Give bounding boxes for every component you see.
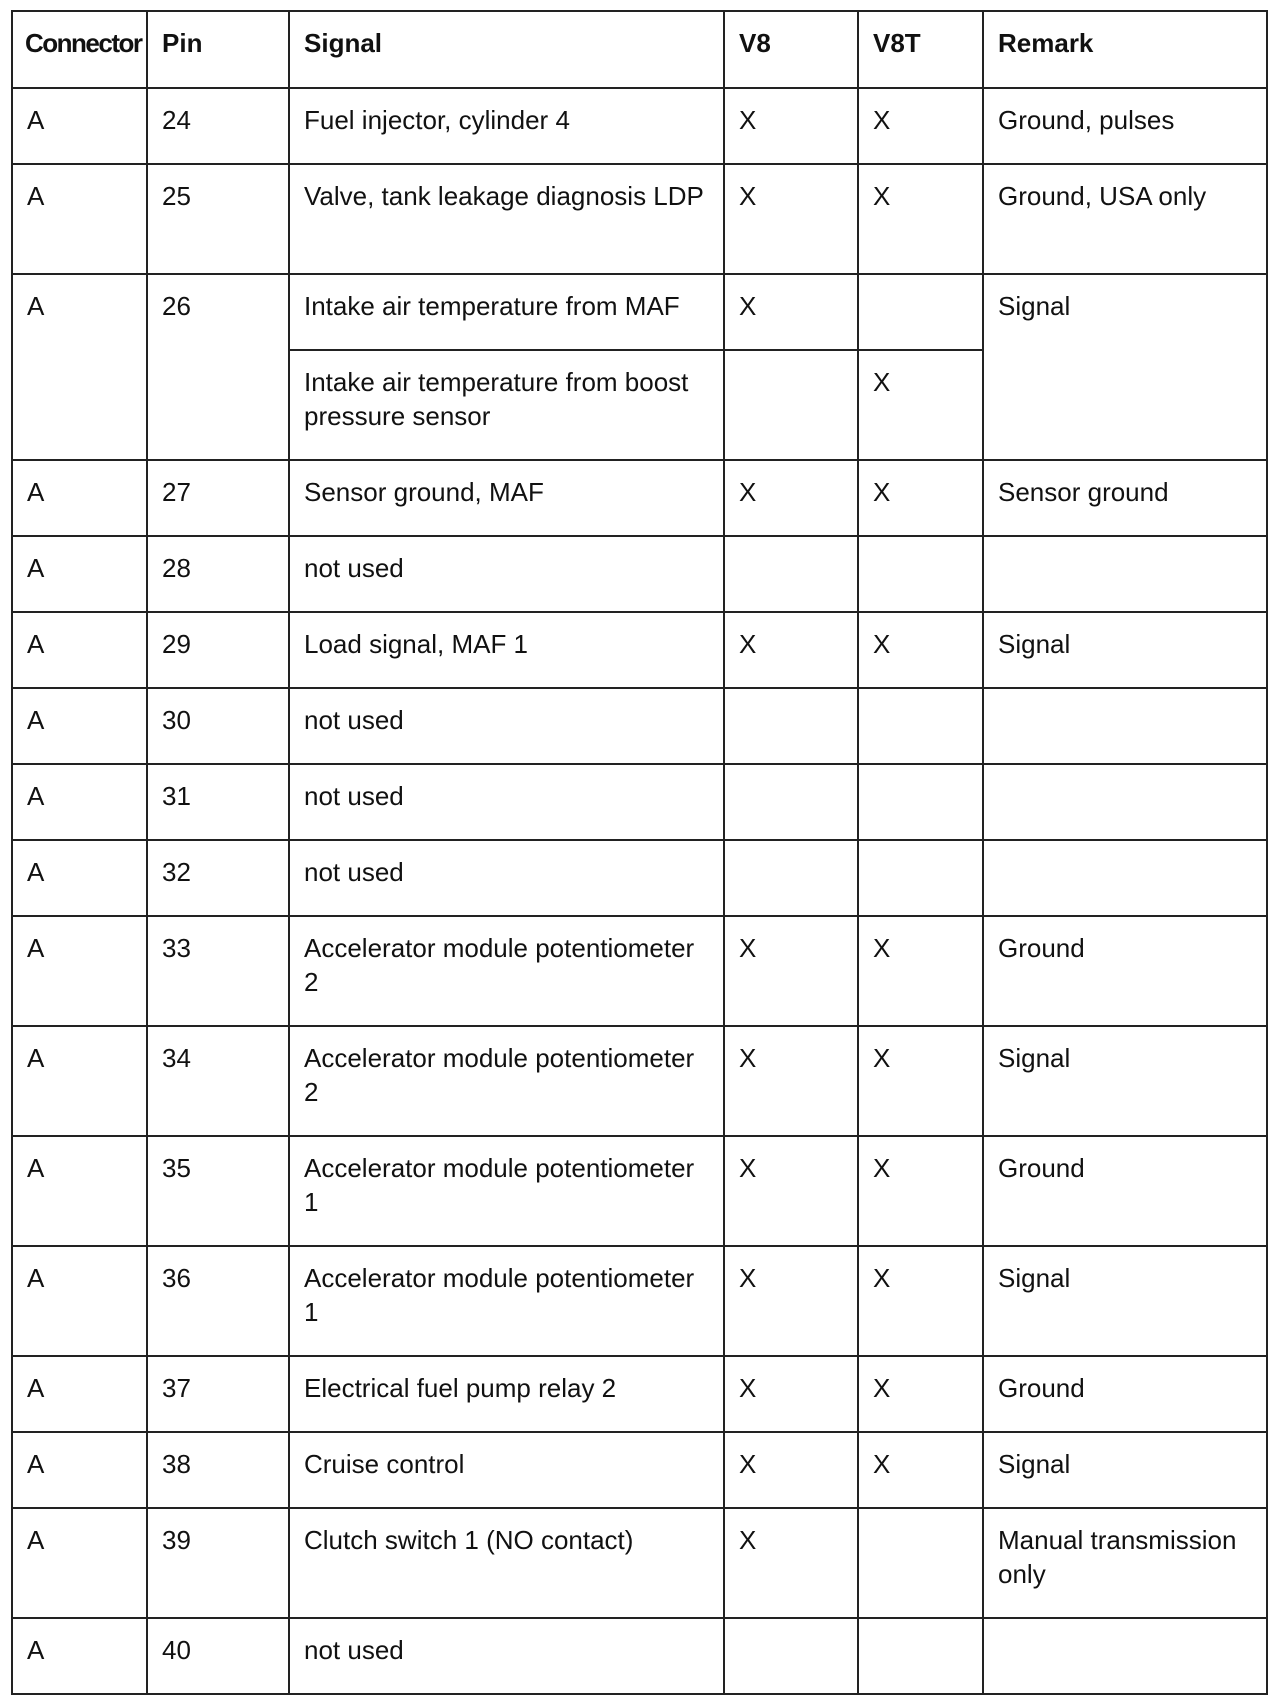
pin-cell: 30 bbox=[147, 688, 289, 764]
v8t-cell bbox=[858, 536, 983, 612]
signal-cell: Accelerator module potentiometer 2 bbox=[289, 916, 724, 1026]
remark-cell bbox=[983, 840, 1267, 916]
connector-cell: A bbox=[12, 1136, 147, 1246]
remark-cell: Ground, USA only bbox=[983, 164, 1267, 274]
connector-cell: A bbox=[12, 612, 147, 688]
remark-cell bbox=[983, 1618, 1267, 1694]
v8t-cell: X bbox=[858, 350, 983, 460]
v8-cell: X bbox=[724, 1026, 858, 1136]
v8-cell: X bbox=[724, 274, 858, 350]
pin-cell: 29 bbox=[147, 612, 289, 688]
table-row bbox=[12, 916, 1267, 1026]
connector-cell: A bbox=[12, 164, 147, 274]
remark-cell bbox=[983, 688, 1267, 764]
v8-cell: X bbox=[724, 1508, 858, 1618]
remark-cell: Signal bbox=[983, 1432, 1267, 1508]
header-signal: Signal bbox=[289, 11, 724, 88]
v8-cell bbox=[724, 840, 858, 916]
pin-cell: 38 bbox=[147, 1432, 289, 1508]
connector-cell: A bbox=[12, 460, 147, 536]
table-row bbox=[12, 1618, 1267, 1694]
table-row bbox=[12, 1136, 1267, 1246]
header-row bbox=[12, 11, 1267, 88]
remark-cell: Ground bbox=[983, 1356, 1267, 1432]
connector-cell: A bbox=[12, 1618, 147, 1694]
v8-cell: X bbox=[724, 1246, 858, 1356]
connector-cell: A bbox=[12, 688, 147, 764]
v8t-cell bbox=[858, 840, 983, 916]
signal-cell: Sensor ground, MAF bbox=[289, 460, 724, 536]
signal-cell: not used bbox=[289, 536, 724, 612]
connector-cell: A bbox=[12, 1356, 147, 1432]
connector-cell: A bbox=[12, 764, 147, 840]
v8t-cell: X bbox=[858, 612, 983, 688]
signal-cell: not used bbox=[289, 688, 724, 764]
table-row bbox=[12, 88, 1267, 164]
pin-cell: 27 bbox=[147, 460, 289, 536]
remark-cell: Signal bbox=[983, 1026, 1267, 1136]
signal-cell: Accelerator module potentiometer 1 bbox=[289, 1246, 724, 1356]
pin-cell: 39 bbox=[147, 1508, 289, 1618]
signal-cell: Load signal, MAF 1 bbox=[289, 612, 724, 688]
table-row bbox=[12, 764, 1267, 840]
pin-cell: 25 bbox=[147, 164, 289, 274]
remark-cell: Manual transmission only bbox=[983, 1508, 1267, 1618]
pin-cell: 32 bbox=[147, 840, 289, 916]
connector-cell: A bbox=[12, 88, 147, 164]
header-connector: Connector bbox=[12, 11, 147, 88]
pin-assignment-table bbox=[11, 10, 1268, 1695]
table-row bbox=[12, 460, 1267, 536]
v8-cell: X bbox=[724, 916, 858, 1026]
remark-cell: Signal bbox=[983, 612, 1267, 688]
signal-cell: Accelerator module potentiometer 2 bbox=[289, 1026, 724, 1136]
signal-cell: Intake air temperature from boost pressure sensor bbox=[289, 350, 724, 460]
pin-cell: 24 bbox=[147, 88, 289, 164]
v8t-cell bbox=[858, 688, 983, 764]
pin-cell: 28 bbox=[147, 536, 289, 612]
connector-cell: A bbox=[12, 536, 147, 612]
v8t-cell: X bbox=[858, 1246, 983, 1356]
signal-cell: Cruise control bbox=[289, 1432, 724, 1508]
v8t-cell: X bbox=[858, 460, 983, 536]
v8t-cell: X bbox=[858, 1432, 983, 1508]
signal-cell: not used bbox=[289, 1618, 724, 1694]
connector-cell: A bbox=[12, 916, 147, 1026]
table-row bbox=[12, 164, 1267, 274]
signal-cell: Intake air temperature from MAF bbox=[289, 274, 724, 350]
pin-cell: 37 bbox=[147, 1356, 289, 1432]
remark-cell: Sensor ground bbox=[983, 460, 1267, 536]
v8t-cell bbox=[858, 764, 983, 840]
remark-cell: Ground bbox=[983, 1136, 1267, 1246]
v8-cell: X bbox=[724, 1136, 858, 1246]
table-row bbox=[12, 612, 1267, 688]
v8t-cell: X bbox=[858, 1356, 983, 1432]
pin-cell: 31 bbox=[147, 764, 289, 840]
v8-cell bbox=[724, 688, 858, 764]
connector-cell: A bbox=[12, 274, 147, 460]
connector-cell: A bbox=[12, 1432, 147, 1508]
v8-cell bbox=[724, 536, 858, 612]
v8-cell: X bbox=[724, 460, 858, 536]
signal-cell: Clutch switch 1 (NO contact) bbox=[289, 1508, 724, 1618]
connector-cell: A bbox=[12, 1508, 147, 1618]
pin-cell: 40 bbox=[147, 1618, 289, 1694]
v8-cell: X bbox=[724, 1432, 858, 1508]
table-row bbox=[12, 274, 1267, 350]
connector-cell: A bbox=[12, 1246, 147, 1356]
pin-cell: 26 bbox=[147, 274, 289, 460]
v8-cell: X bbox=[724, 1356, 858, 1432]
v8t-cell bbox=[858, 1508, 983, 1618]
v8t-cell: X bbox=[858, 164, 983, 274]
signal-cell: Valve, tank leakage diagnosis LDP bbox=[289, 164, 724, 274]
table-row bbox=[12, 840, 1267, 916]
table-row bbox=[12, 1508, 1267, 1618]
table-row bbox=[12, 536, 1267, 612]
header-v8t: V8T bbox=[858, 11, 983, 88]
v8t-cell: X bbox=[858, 1026, 983, 1136]
v8t-cell: X bbox=[858, 916, 983, 1026]
signal-cell: Electrical fuel pump relay 2 bbox=[289, 1356, 724, 1432]
table-row bbox=[12, 1432, 1267, 1508]
header-pin: Pin bbox=[147, 11, 289, 88]
pin-cell: 36 bbox=[147, 1246, 289, 1356]
signal-cell: not used bbox=[289, 764, 724, 840]
v8-cell bbox=[724, 764, 858, 840]
v8t-cell: X bbox=[858, 88, 983, 164]
signal-cell: Fuel injector, cylinder 4 bbox=[289, 88, 724, 164]
table-row bbox=[12, 1026, 1267, 1136]
table-row bbox=[12, 688, 1267, 764]
signal-cell: Accelerator module potentiometer 1 bbox=[289, 1136, 724, 1246]
v8t-cell bbox=[858, 274, 983, 350]
remark-cell: Ground bbox=[983, 916, 1267, 1026]
table-row bbox=[12, 1356, 1267, 1432]
table-row bbox=[12, 1246, 1267, 1356]
remark-cell: Signal bbox=[983, 1246, 1267, 1356]
pin-cell: 34 bbox=[147, 1026, 289, 1136]
header-remark: Remark bbox=[983, 11, 1267, 88]
v8-cell bbox=[724, 350, 858, 460]
v8t-cell bbox=[858, 1618, 983, 1694]
remark-cell bbox=[983, 536, 1267, 612]
remark-cell: Ground, pulses bbox=[983, 88, 1267, 164]
v8-cell: X bbox=[724, 88, 858, 164]
v8-cell bbox=[724, 1618, 858, 1694]
v8t-cell: X bbox=[858, 1136, 983, 1246]
signal-cell: not used bbox=[289, 840, 724, 916]
connector-cell: A bbox=[12, 1026, 147, 1136]
header-v8: V8 bbox=[724, 11, 858, 88]
pin-cell: 33 bbox=[147, 916, 289, 1026]
v8-cell: X bbox=[724, 612, 858, 688]
remark-cell: Signal bbox=[983, 274, 1267, 460]
v8-cell: X bbox=[724, 164, 858, 274]
connector-cell: A bbox=[12, 840, 147, 916]
remark-cell bbox=[983, 764, 1267, 840]
pin-cell: 35 bbox=[147, 1136, 289, 1246]
